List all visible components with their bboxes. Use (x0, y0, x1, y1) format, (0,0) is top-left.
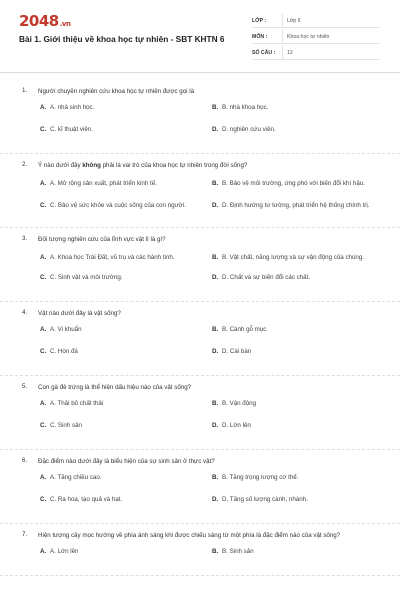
meta-label: LỚP : (252, 17, 267, 24)
option-text: D. Lớn lên (222, 422, 251, 429)
question-number: 7. (22, 531, 28, 538)
question-text-part: Ý nào dưới đây (38, 162, 83, 169)
option-text: D. Định hướng tư tưởng, phát triển hệ thống chính trị. (222, 202, 370, 210)
meta-value: Khoa học tự nhiên (282, 30, 329, 43)
question-2 (0, 161, 400, 228)
option-a[interactable] (40, 326, 212, 339)
header-divider (0, 72, 400, 73)
option-letter: A. (40, 254, 47, 262)
option-b[interactable] (212, 548, 384, 561)
option-a[interactable] (40, 548, 212, 561)
logo-suffix: .vn (59, 20, 71, 28)
meta-row-class (252, 14, 380, 28)
option-text: A. Vi khuẩn (50, 326, 82, 333)
option-text: A. Mở rộng sản xuất, phát triển kinh tế. (50, 180, 157, 188)
option-a[interactable] (40, 178, 212, 191)
option-text: C. Sinh sản (50, 422, 82, 429)
meta-row-count (252, 46, 380, 60)
option-letter: C. (40, 496, 47, 503)
option-letter: D. (212, 126, 219, 133)
option-letter: B. (212, 254, 219, 262)
option-letter: A. (40, 326, 47, 333)
option-c[interactable] (40, 274, 212, 287)
question-text (38, 161, 247, 170)
option-letter: D. (212, 496, 219, 503)
question-text: Vật nào dưới đây là vật sống? (38, 310, 121, 317)
question-number: 2. (22, 161, 28, 168)
option-a[interactable] (40, 104, 212, 117)
option-letter: C. (40, 422, 47, 429)
option-text: D. Tăng số lượng cành, nhánh. (222, 496, 308, 503)
option-letter: A. (40, 400, 47, 407)
question-4 (0, 309, 400, 376)
option-letter: C. (40, 126, 47, 133)
question-text: Đặc điểm nào dưới đây là biểu hiện của sự sinh sản ở thực vật? (38, 458, 215, 465)
option-c[interactable] (40, 422, 212, 435)
option-text: B. Vận động (222, 400, 257, 407)
option-letter: B. (212, 474, 219, 481)
page-title: Bài 1. Giới thiệu về khoa học tự nhiên - SBT KHTN 6 (19, 34, 225, 44)
option-b[interactable] (212, 474, 384, 487)
option-letter: A. (40, 548, 47, 555)
meta-info (252, 14, 380, 62)
option-letter: C. (40, 274, 47, 281)
question-1 (0, 87, 400, 154)
option-c[interactable] (40, 126, 212, 139)
option-letter: A. (40, 474, 47, 481)
option-letter: B. (212, 548, 219, 555)
question-text: Con gà đẻ trứng là thể hiện dấu hiệu nào của vật sống? (38, 384, 192, 391)
option-letter: A. (40, 104, 47, 111)
option-b[interactable] (212, 252, 384, 265)
option-letter: C. (40, 202, 47, 210)
option-text: A. Khoa học Trái Đất, vũ trụ và các hành tinh. (50, 254, 175, 262)
question-number: 6. (22, 457, 28, 464)
option-letter: D. (212, 348, 219, 355)
option-a[interactable] (40, 400, 212, 413)
option-letter: D. (212, 274, 219, 281)
option-text: A. nhà sinh học. (50, 104, 95, 111)
option-text: B. Sinh sản (222, 548, 254, 555)
question-6 (0, 457, 400, 524)
option-text: A. Tăng chiều cao. (50, 474, 102, 481)
question-text: Người chuyên nghiên cứu khoa học tự nhiên được gọi là (38, 88, 195, 95)
option-text: A. Thải bỏ chất thải (50, 400, 104, 407)
option-text: B. Cành gỗ mục (222, 326, 267, 333)
option-letter: D. (212, 422, 219, 429)
question-number: 4. (22, 309, 28, 316)
meta-label: SỐ CÂU : (252, 49, 276, 56)
option-letter: B. (212, 180, 219, 188)
option-letter: B. (212, 400, 219, 407)
meta-value: Lớp 6 (282, 14, 301, 27)
option-b[interactable] (212, 400, 384, 413)
page-header (0, 0, 400, 70)
option-text: B. nhà khoa học. (222, 104, 269, 111)
option-text: D. Chất và sự biến đổi các chất. (222, 274, 311, 281)
question-text: Đối tượng nghiên cứu của lĩnh vực vật lí là gì? (38, 236, 166, 243)
option-text: C. kĩ thuật viên. (50, 126, 93, 133)
option-b[interactable] (212, 326, 384, 339)
option-text: C. Bảo vệ sức khỏe và cuộc sống của con người. (50, 202, 186, 210)
option-d[interactable] (212, 348, 384, 361)
question-list (0, 80, 400, 576)
site-logo[interactable] (19, 12, 70, 30)
meta-row-subject (252, 30, 380, 44)
option-text: C. Ra hoa, tạo quả và hạt. (50, 496, 123, 503)
question-text-emphasis: không (82, 162, 101, 169)
question-7 (0, 531, 400, 576)
option-c[interactable] (40, 200, 212, 213)
option-letter: C. (40, 348, 47, 355)
option-a[interactable] (40, 252, 212, 265)
option-d[interactable] (212, 126, 384, 139)
meta-value: 12 (282, 46, 293, 59)
logo-text: 2048 (19, 12, 59, 30)
option-letter: B. (212, 104, 219, 111)
option-letter: D. (212, 202, 219, 210)
option-b[interactable] (212, 104, 384, 117)
option-text: B. Tăng trọng lượng cơ thể. (222, 474, 299, 481)
option-c[interactable] (40, 496, 212, 509)
question-text-part: phải là vai trò của khoa học tự nhiên trong đời sống? (100, 162, 248, 169)
question-number: 1. (22, 87, 28, 94)
question-5 (0, 383, 400, 450)
option-c[interactable] (40, 348, 212, 361)
option-d[interactable] (212, 274, 384, 287)
option-letter: B. (212, 326, 219, 333)
question-text: Hiện tượng cây mọc hướng về phía ánh sáng khi được chiếu sáng từ một phía là đặc điểm nào của vật sống? (38, 532, 341, 539)
option-d[interactable] (212, 496, 384, 509)
option-text: D. nghiên cứu viên. (222, 126, 276, 133)
option-text: B. Vật chất, năng lượng và sự vận động của chúng. (222, 254, 365, 262)
question-3 (0, 235, 400, 302)
option-a[interactable] (40, 474, 212, 487)
option-text: C. Hòn đá (50, 348, 78, 355)
question-number: 5. (22, 383, 28, 390)
option-letter: A. (40, 180, 47, 188)
option-d[interactable] (212, 200, 384, 213)
option-text: B. Bảo vệ môi trường, ứng phó với biến đổi khí hậu. (222, 180, 365, 188)
option-b[interactable] (212, 178, 384, 191)
option-text: D. Cái bàn (222, 348, 252, 355)
option-text: A. Lớn lên (50, 548, 79, 555)
option-d[interactable] (212, 422, 384, 435)
question-number: 3. (22, 235, 28, 242)
meta-label: MÔN : (252, 33, 268, 40)
option-text: C. Sinh vật và môi trường. (50, 274, 123, 281)
